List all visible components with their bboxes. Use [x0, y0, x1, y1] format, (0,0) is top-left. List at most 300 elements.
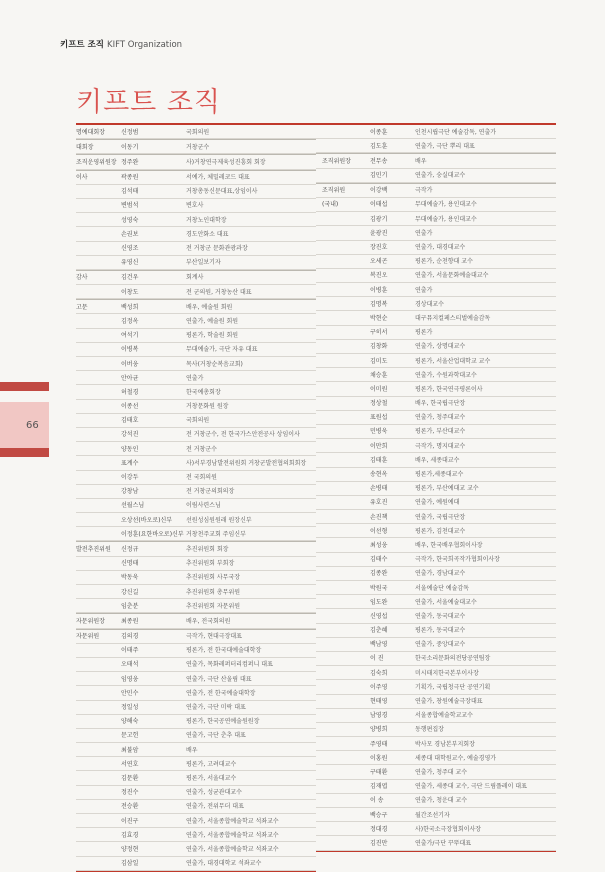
table-rows [76, 125, 316, 871]
table-row [76, 270, 316, 285]
name-cell: 김정옥 [121, 317, 139, 325]
name-cell: 성영숙 [121, 216, 139, 224]
name-cell: 이미원 [370, 385, 388, 393]
name-cell: 김도훈 [370, 142, 388, 150]
table-row [76, 599, 316, 613]
description-cell: 무대예술가, 용인대교수 [415, 215, 477, 223]
table-row [316, 326, 556, 340]
name-cell: 표원섭 [370, 414, 388, 422]
name-cell: 이병훈 [370, 286, 388, 294]
name-cell: 이창도 [121, 288, 139, 296]
description-cell: 목사(거창순복음교회) [186, 360, 243, 368]
description-cell: 월간조선기자 [415, 811, 450, 819]
name-cell: 오상선(바오로)신부 [121, 516, 173, 524]
table-row [316, 226, 556, 240]
table-row [316, 553, 556, 567]
description-cell: 국회의원 [186, 417, 210, 425]
table-row [76, 329, 316, 343]
description-cell: 미시태지한국본부이사장 [415, 669, 479, 677]
description-cell: 연출가, 서울문화예술대교수 [415, 272, 489, 280]
description-cell: 연출가, 창원예술극장대표 [415, 698, 483, 705]
name-cell: 백성희 [121, 303, 139, 311]
description-cell: 배우, 예술원 회원 [186, 303, 233, 311]
position-cell: 이사 [76, 174, 88, 182]
name-cell: 손진책 [370, 513, 388, 521]
table-row [76, 527, 316, 541]
description-cell: 동행편집장 [415, 726, 444, 734]
name-cell: 손권보 [121, 230, 139, 238]
name-cell: 양병희 [370, 726, 388, 734]
table-row [316, 169, 556, 183]
table-row [316, 723, 556, 737]
description-cell: 평론가, 김천대교수 [415, 527, 466, 535]
table-row [76, 428, 316, 442]
table-row [76, 499, 316, 513]
table-row [76, 400, 316, 414]
table-row [316, 153, 556, 168]
table-row [76, 571, 316, 585]
table-row [76, 139, 316, 154]
table-row [76, 686, 316, 700]
name-cell: 강신길 [121, 588, 139, 596]
description-cell: 서예가, 체밀레코드 대표 [186, 174, 250, 182]
name-cell: 이강두 [121, 474, 139, 481]
table-row [316, 354, 556, 368]
description-cell: 평론가,세종대교수 [415, 471, 464, 478]
name-cell: 변범석 [121, 202, 139, 210]
description-cell: 변호사 [186, 202, 204, 210]
table-row [76, 371, 316, 385]
name-cell: 백승구 [370, 811, 388, 819]
position-cell: 명예대회장 [76, 128, 105, 136]
name-cell: 서연호 [121, 760, 139, 768]
name-cell: 이만희 [370, 442, 388, 450]
name-cell: 신영조 [121, 245, 139, 252]
table-row [76, 842, 316, 856]
description-cell: 서울종합예술학교교수 [415, 712, 473, 720]
name-cell: 양동인 [121, 445, 139, 453]
name-cell: 신영섭 [370, 612, 388, 620]
table-row [76, 125, 316, 139]
table-row [316, 340, 556, 354]
organization-table-right [316, 123, 556, 852]
description-cell: 연출가, 서울예술대교수 [415, 598, 477, 606]
name-cell: 이정훈(요한바오로)신부 [121, 530, 184, 538]
name-cell: 곽종원 [121, 174, 139, 182]
name-cell: 정일성 [121, 704, 139, 711]
name-cell: 이종선 [121, 403, 139, 411]
name-cell: 박현순 [370, 314, 388, 322]
table-row [316, 198, 556, 212]
description-cell: 평론가, 고려대교수 [186, 760, 237, 768]
table-row [316, 638, 556, 652]
description-cell: 연출가, 전 한국예술대학장 [186, 689, 256, 697]
table-row [316, 382, 556, 396]
description-cell: 연출가, 경남대교수 [415, 570, 466, 578]
name-cell: 이홍원 [370, 754, 388, 762]
description-cell: 연출가, 서울종합예술학교 석좌교수 [186, 845, 279, 853]
name-cell: 남영경 [370, 712, 388, 720]
description-cell: 연출가, 극단 춘추 대표 [186, 732, 246, 740]
name-cell: 안아균 [121, 374, 139, 382]
table-row [76, 256, 316, 270]
name-cell: 구히서 [370, 329, 388, 337]
table-row [316, 269, 556, 283]
description-cell: 전 국회의원 [186, 474, 217, 481]
table-row [76, 185, 316, 199]
name-cell: 김춘혜 [370, 627, 388, 635]
description-cell: 극작가 [415, 187, 433, 195]
name-cell: 전무송 [370, 157, 388, 165]
name-cell: 김석태 [121, 188, 139, 196]
description-cell: 배우, 세종대교수 [415, 456, 460, 464]
description-cell: 이림사련스님 [186, 502, 221, 510]
table-row [316, 808, 556, 822]
name-cell: 이선형 [370, 527, 388, 535]
name-cell: 이태주 [121, 647, 139, 655]
name-cell: 복진오 [370, 272, 388, 280]
name-cell: 김삼일 [121, 860, 139, 868]
position-cell: 대회장 [76, 143, 94, 151]
name-cell: 이강백 [370, 187, 388, 195]
table-row [76, 757, 316, 771]
page-header [60, 38, 182, 50]
name-cell: 최종원 [121, 617, 139, 625]
description-cell: 사)서부경남발전위원회 거창군발전협의회회장 [186, 459, 307, 467]
description-cell: 연출가 [415, 229, 433, 237]
description-cell: 연출가 [186, 374, 204, 382]
table-row [316, 283, 556, 297]
description-cell: 연출가, 청주대교수 [415, 414, 466, 422]
table-row [76, 385, 316, 399]
description-cell: 평론가, 부산대교수 [415, 428, 466, 436]
description-cell: 극작가, 한국희곡작가협회이사장 [415, 556, 500, 564]
organization-table-left [76, 123, 316, 872]
table-row [316, 737, 556, 751]
table-row [316, 297, 556, 311]
description-cell: 연출가, 극단 산울림 대표 [186, 675, 252, 683]
table-row [316, 695, 556, 709]
table-row [316, 609, 556, 623]
name-cell: 김문환 [121, 774, 139, 782]
description-cell: 평론가, 한국공연예술원원장 [186, 718, 260, 726]
description-cell: 전 거창군수 [186, 445, 217, 453]
name-cell: 최성웅 [370, 541, 388, 549]
name-cell: 정대경 [370, 825, 388, 833]
description-cell: 평론가, 전 한국대예술대학장 [186, 647, 262, 655]
name-cell: 신정범 [121, 128, 139, 136]
table-row [316, 311, 556, 325]
position-cell: 감사 [76, 274, 88, 282]
description-cell: 배우 [415, 157, 427, 165]
table-row [76, 456, 316, 470]
table-row [76, 285, 316, 299]
name-cell: 이버웅 [121, 360, 139, 368]
description-cell: 연출가, 중앙대교수 [415, 641, 466, 649]
name-cell: 현태영 [370, 698, 388, 705]
table-row [76, 442, 316, 456]
description-cell: 거창문화원 원장 [186, 403, 229, 411]
name-cell: 유호진 [370, 499, 388, 507]
description-cell: 배우, 전국회의원 [186, 617, 231, 625]
name-cell: 김창화 [370, 343, 388, 351]
description-cell: 극작가, 명지대교수 [415, 442, 466, 450]
description-cell: 대구뮤지컬페스티벌예술감독 [415, 314, 491, 322]
table-row [76, 658, 316, 672]
name-cell: 양정현 [121, 845, 139, 853]
table-row [316, 794, 556, 808]
table-row [316, 709, 556, 723]
table-row [76, 857, 316, 871]
name-cell: 이주영 [370, 683, 388, 691]
table-row [76, 513, 316, 527]
table-row [76, 170, 316, 185]
description-cell: 연출가 [415, 286, 433, 294]
table-row [76, 343, 316, 357]
description-cell: 평론가, 순천향대 교수 [415, 258, 473, 266]
name-cell: 강석진 [121, 431, 139, 439]
name-cell: 여석기 [121, 332, 139, 340]
description-cell: 극작가, 현대극장대표 [186, 633, 242, 641]
name-cell: 이동기 [121, 143, 139, 151]
table-row [316, 624, 556, 638]
description-cell: 거창총동신문대표,상임이사 [186, 188, 258, 196]
name-cell: 허철경 [121, 388, 139, 396]
description-cell: 전 거창군수, 전 한국가스안전공사 상임이사 [186, 431, 300, 439]
table-row [316, 751, 556, 765]
description-cell: 연출가, 극단 미락 대표 [186, 704, 246, 711]
name-cell: 김재엽 [370, 783, 388, 791]
description-cell: 회계사 [186, 274, 204, 282]
name-cell: 유영신 [121, 259, 139, 267]
description-cell: 전 거창군의회의장 [186, 488, 235, 496]
position-cell: 조직운영위원장 [76, 158, 117, 166]
description-cell: 선원성심원원래 원장신부 [186, 516, 252, 524]
table-row [316, 652, 556, 666]
name-cell: 문고헌 [121, 732, 139, 740]
table-row [76, 715, 316, 729]
table-row [76, 471, 316, 485]
name-cell: 구태환 [370, 768, 388, 776]
table-row [76, 828, 316, 842]
table-row [76, 644, 316, 658]
header-title-ko: 키프트 조직 [60, 40, 105, 50]
page-number-tab [0, 402, 49, 448]
description-cell: 기획가, 국립청극단 공연기획 [415, 683, 491, 691]
name-cell: 임춘분 [121, 602, 139, 610]
name-cell: 민병욱 [370, 428, 388, 436]
position-cell: 조직위원 [322, 187, 346, 195]
table-row [316, 255, 556, 269]
description-cell: 무대예술가, 극단 자유 대표 [186, 346, 258, 354]
table-row [316, 666, 556, 680]
name-cell: 양해숙 [121, 718, 139, 726]
name-cell: 정진수 [121, 789, 139, 797]
description-cell: 평론가, 서울대교수 [186, 774, 237, 782]
name-cell: 김종완 [370, 570, 388, 578]
name-cell: 신명태 [121, 560, 139, 568]
name-cell: 이진구 [121, 817, 139, 825]
name-cell: 김숙희 [370, 669, 388, 677]
table-row [316, 439, 556, 453]
table-row [76, 701, 316, 715]
name-cell: 김미도 [370, 357, 388, 365]
description-cell: 연출가, 예술원 회원 [186, 317, 239, 325]
name-cell: 이태섭 [370, 201, 388, 209]
description-cell: 연출가, 대경대학교 석좌교수 [186, 860, 262, 868]
description-cell: 평론가, 서울산업대학교 교수 [415, 357, 491, 365]
table-row [316, 581, 556, 595]
description-cell: 거창군수 [186, 143, 210, 151]
table-row [76, 771, 316, 785]
name-cell: 임도완 [370, 598, 388, 606]
description-cell: 연출가, 서울종합예술학교 석좌교수 [186, 817, 279, 825]
description-cell: 연출가, 숭실대교수 [415, 172, 466, 180]
description-cell: 평론가, 동국대교수 [415, 627, 466, 635]
table-row [316, 368, 556, 382]
name-cell: 백남영 [370, 641, 388, 649]
name-cell: 김효경 [121, 831, 139, 839]
position-cell: 발전추진위원 [76, 545, 111, 553]
table-row [316, 524, 556, 538]
position-cell: 자문위원 [76, 633, 100, 641]
name-cell: 신정규 [121, 545, 139, 553]
table-row [76, 814, 316, 828]
description-cell: 거창노인대학장 [186, 216, 227, 224]
name-cell: 김태호 [121, 417, 139, 425]
description-cell: 연출가, 동국대교수 [415, 612, 466, 620]
description-cell: 연출가, 상명대교수 [415, 343, 466, 351]
name-cell: 최불암 [121, 746, 139, 754]
position-cell: 고문 [76, 303, 88, 311]
table-row [316, 453, 556, 467]
page-title: 키프트 조직 [76, 87, 221, 118]
table-row [76, 672, 316, 686]
name-cell: 박동욱 [121, 574, 139, 582]
table-row [76, 485, 316, 499]
description-cell: 연출가, 청주대 교수 [415, 768, 468, 776]
table-row [316, 822, 556, 836]
name-cell: 김진만 [370, 839, 388, 847]
description-cell: 경상대교수 [415, 300, 444, 308]
name-cell: 오세곤 [370, 258, 388, 266]
table-row [76, 800, 316, 814]
description-cell: 연출가, 전위무더 대표 [186, 803, 244, 811]
description-cell: 연출가, 국립극단장 [415, 513, 466, 521]
name-cell: 정상철 [370, 400, 388, 408]
name-cell: 전승환 [121, 803, 139, 811]
name-cell: 김태수 [370, 556, 388, 564]
description-cell: 인천시립극단 예술감독, 연출가 [415, 128, 497, 136]
table-row [76, 629, 316, 644]
name-cell: 김명복 [370, 300, 388, 308]
description-cell: 평론가, 한국연극평론이사 [415, 385, 483, 393]
description-cell: 사)거창연극제육성진흥회 회장 [186, 158, 266, 166]
table-row [316, 425, 556, 439]
description-cell: 추진위원회 부회장 [186, 560, 235, 568]
description-cell: 경도안화소 대표 [186, 230, 229, 238]
name-cell: 오태석 [121, 661, 139, 669]
description-cell: 추진위원회 사무국장 [186, 574, 241, 582]
table-row [316, 397, 556, 411]
position-cell: (국내) [322, 201, 339, 209]
position-cell: 조직위원장 [322, 157, 351, 165]
name-cell: 주영태 [370, 740, 388, 748]
table-row [76, 357, 316, 371]
description-cell: 평론가 [415, 329, 433, 337]
description-cell: 전 군의원, 거창농산 대표 [186, 288, 252, 296]
table-row [76, 729, 316, 743]
table-row [76, 154, 316, 169]
table-row [316, 241, 556, 255]
table-row [316, 125, 556, 139]
description-cell: 연출가, 성균관대교수 [186, 789, 242, 797]
table-row [76, 585, 316, 599]
table-row [76, 786, 316, 800]
description-cell: 무대예술가, 용인대교수 [415, 201, 477, 209]
name-cell: 선월스님 [121, 502, 145, 510]
name-cell: 김광기 [370, 215, 388, 223]
description-cell: 거창천주교회 주임신부 [186, 530, 246, 538]
table-row [316, 680, 556, 694]
name-cell: 이종훈 [370, 128, 388, 136]
name-cell: 김태훈 [370, 456, 388, 464]
description-cell: 배우 [186, 746, 198, 754]
table-row [76, 227, 316, 241]
description-cell: 배우, 한국립극단장 [415, 400, 466, 408]
name-cell: 채승훈 [370, 371, 388, 379]
table-row [316, 836, 556, 850]
table-row [76, 213, 316, 227]
description-cell: 연출가, 대경대교수 [415, 244, 466, 251]
name-cell: 김건우 [121, 274, 139, 282]
page-tab-stripe-top [0, 382, 49, 391]
description-cell: 부산일보기자 [186, 259, 221, 267]
table-row [316, 780, 556, 794]
table-row [316, 538, 556, 552]
name-cell: 장진호 [370, 244, 388, 251]
table-row [316, 496, 556, 510]
page-number: 66 [26, 420, 39, 431]
description-cell: 세종대 대학원교수, 예술경영가 [415, 754, 497, 762]
table-bottom-rule [316, 851, 556, 852]
name-cell: 손병태 [370, 485, 388, 493]
name-cell: 송현옥 [370, 471, 388, 478]
table-row [76, 314, 316, 328]
table-row [76, 242, 316, 256]
description-cell: 연출가, 수원과학대교수 [415, 371, 477, 379]
name-cell: 안민수 [121, 689, 139, 697]
description-cell: 사)한국소극장협회이사장 [415, 825, 482, 833]
description-cell: 한국소리문화의전당공연팀장 [415, 655, 491, 663]
name-cell: 강창남 [121, 488, 139, 496]
name-cell: 이 송 [370, 797, 384, 805]
description-cell: 연출가, 서울종합예술학교 석좌교수 [186, 831, 279, 839]
name-cell: 이병복 [121, 346, 139, 354]
table-row [316, 510, 556, 524]
description-cell: 국회의원 [186, 128, 210, 136]
table-row [316, 567, 556, 581]
table-rows [316, 125, 556, 851]
description-cell: 한국예총회장 [186, 388, 221, 396]
name-cell: 정주완 [121, 158, 139, 166]
table-row [76, 299, 316, 314]
name-cell: 임영웅 [121, 675, 139, 683]
table-row [76, 613, 316, 628]
table-row [316, 468, 556, 482]
description-cell: 서울예술단 예술감독 [415, 584, 470, 592]
name-cell: 윤광진 [370, 229, 388, 237]
